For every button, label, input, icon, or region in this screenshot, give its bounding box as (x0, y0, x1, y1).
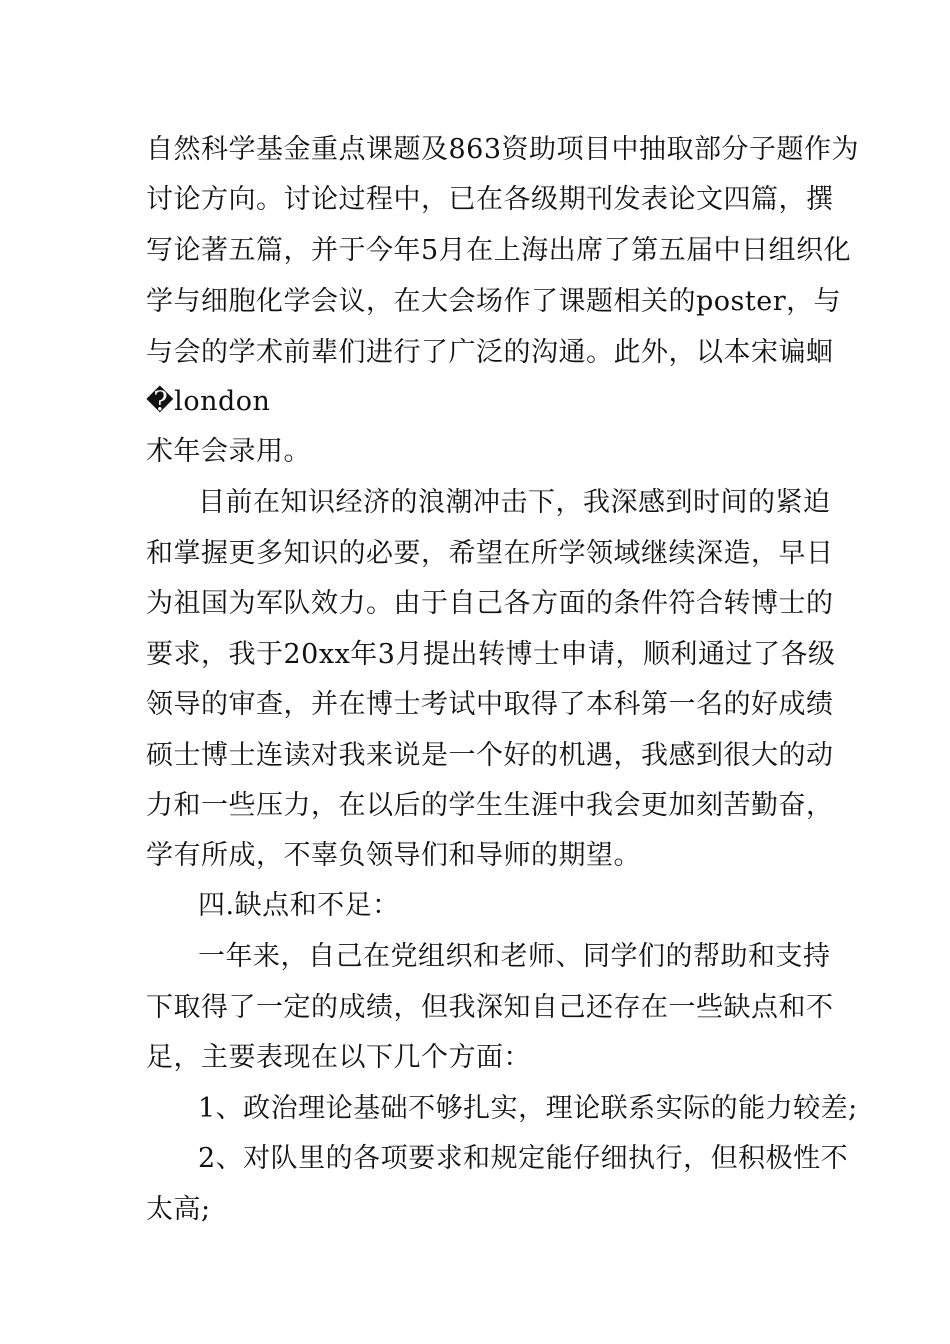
text-line: 为祖国为军队效力。由于自己各方面的条件符合转博士的 (146, 588, 834, 619)
text-line: 下取得了一定的成绩，但我深知自己还存在一些缺点和不 (146, 992, 834, 1023)
list-item: 1、政治理论基础不够扎实，理论联系实际的能力较差; (198, 1093, 858, 1124)
text-line: �london (146, 386, 271, 417)
section-heading: 四.缺点和不足： (198, 890, 400, 921)
text-line: 足，主要表现在以下几个方面： (146, 1042, 531, 1073)
text-line: 与会的学术前辈们进行了广泛的沟通。此外，以本宋谝蛔 (146, 337, 834, 368)
text-line: 学与细胞化学会议，在大会场作了课题相关的poster，与 (146, 286, 842, 317)
list-item: 2、对队里的各项要求和规定能仔细执行，但积极性不 (198, 1143, 849, 1174)
text-line: 硕士博士连读对我来说是一个好的机遇，我感到很大的动 (146, 740, 834, 771)
paragraph-first-line: 目前在知识经济的浪潮冲击下，我深感到时间的紧迫 (198, 487, 831, 518)
text-line: 写论著五篇，并于今年5月在上海出席了第五届中日组织化 (146, 235, 852, 266)
text-line: 要求，我于20xx年3月提出转博士申请，顺利通过了各级 (146, 639, 836, 670)
text-line: 自然科学基金重点课题及863资助项目中抽取部分子题作为 (146, 134, 860, 165)
text-line: 力和一些压力，在以后的学生生涯中我会更加刻苦勤奋， (146, 790, 834, 821)
paragraph-first-line: 一年来，自己在党组织和老师、同学们的帮助和支持 (198, 941, 831, 972)
text-line: 学有所成，不辜负领导们和导师的期望。 (146, 840, 641, 871)
text-line: 太高; (146, 1194, 211, 1225)
text-line: 和掌握更多知识的必要，希望在所学领域继续深造，早日 (146, 538, 834, 569)
text-line: 领导的审查，并在博士考试中取得了本科第一名的好成绩 (146, 689, 834, 720)
text-line: 讨论方向。讨论过程中，已在各级期刊发表论文四篇，撰 (146, 184, 834, 215)
text-line: 术年会录用。 (146, 436, 311, 467)
